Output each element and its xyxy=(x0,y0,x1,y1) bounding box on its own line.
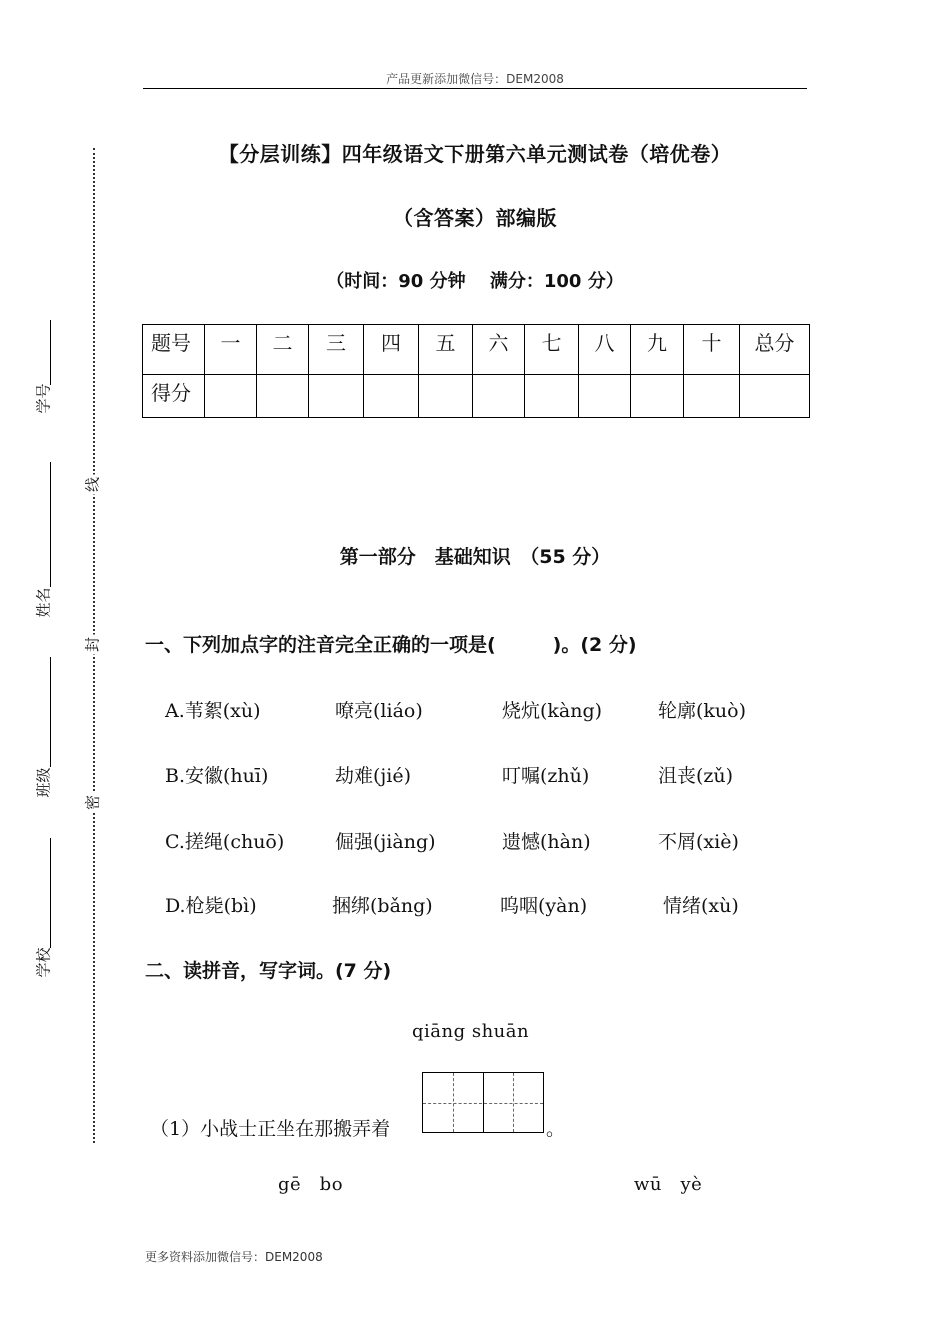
q1-option-b-4: 沮丧(zǔ) xyxy=(658,765,734,787)
score-cell[interactable] xyxy=(309,375,364,418)
q1-option-a-4: 轮廓(kuò) xyxy=(658,700,747,722)
score-table-col: 九 xyxy=(631,325,684,375)
xuexiao-blank-line xyxy=(50,838,51,948)
q1-prompt: 一、下列加点字的注音完全正确的一项是( )。(2 分) xyxy=(145,634,637,656)
feng-label: 封 xyxy=(82,635,103,655)
q1-option-b-2: 劫难(jié) xyxy=(335,765,412,787)
score-table-col: 五 xyxy=(419,325,473,375)
score-cell[interactable] xyxy=(205,375,257,418)
q1-option-d-1: D.枪毙(bì) xyxy=(165,895,257,917)
score-cell[interactable] xyxy=(684,375,740,418)
score-table-col: 总分 xyxy=(740,325,810,375)
footer-note: 更多资料添加微信号：DEM2008 xyxy=(145,1250,323,1264)
q1-option-c-2: 倔强(jiàng) xyxy=(335,831,436,853)
q2-item1-pinyin: qiāng shuān xyxy=(412,1021,530,1042)
q1-option-a-3: 烧炕(kàng) xyxy=(502,700,603,722)
score-table-col: 八 xyxy=(579,325,631,375)
xian-label: 线 xyxy=(82,475,103,495)
q1-option-c-1: C.搓绳(chuō) xyxy=(165,831,285,853)
q1-option-b-1: B.安徽(huī) xyxy=(165,765,269,787)
q2-pinyin-2: wū yè xyxy=(634,1174,703,1195)
q1-option-c-4: 不屑(xiè) xyxy=(658,831,739,853)
score-table-row-label: 得分 xyxy=(143,375,205,418)
score-table xyxy=(142,324,810,418)
q1-option-c-3: 遗憾(hàn) xyxy=(502,831,591,853)
score-table-col: 二 xyxy=(257,325,309,375)
score-cell[interactable] xyxy=(579,375,631,418)
score-table-col: 七 xyxy=(525,325,579,375)
score-table-col: 三 xyxy=(309,325,364,375)
score-table-col: 四 xyxy=(364,325,419,375)
banji-label: 班级 xyxy=(34,767,53,798)
score-table-header-label: 题号 xyxy=(143,325,205,375)
q1-option-d-4: 情绪(xù) xyxy=(663,895,739,917)
q1-option-d-2: 捆绑(bǎng) xyxy=(332,895,433,917)
q2-item1-end: 。 xyxy=(546,1118,566,1140)
page-title-line1: 【分层训练】四年级语文下册第六单元测试卷（培优卷） xyxy=(218,142,732,166)
q2-pinyin-1: gē bo xyxy=(278,1174,344,1195)
q1-option-a-1: A.苇絮(xù) xyxy=(165,700,261,722)
time-info: （时间：90 分钟 满分：100 分） xyxy=(326,271,624,292)
xingming-label: 姓名 xyxy=(34,587,53,618)
q1-option-d-3: 呜咽(yàn) xyxy=(500,895,588,917)
banji-blank-line xyxy=(50,657,51,767)
score-table-col: 一 xyxy=(205,325,257,375)
q2-item1-writing-grid[interactable] xyxy=(422,1072,544,1133)
mi-label: 密 xyxy=(82,793,103,813)
xuehao-label: 学号 xyxy=(34,383,53,414)
score-cell[interactable] xyxy=(419,375,473,418)
q1-option-a-2: 嘹亮(liáo) xyxy=(335,700,423,722)
q2-item1-text: （1）小战士正坐在那搬弄着 xyxy=(150,1118,391,1140)
xuehao-blank-line xyxy=(50,320,51,385)
header-note: 产品更新添加微信号：DEM2008 xyxy=(386,72,564,86)
score-cell[interactable] xyxy=(364,375,419,418)
score-cell[interactable] xyxy=(473,375,525,418)
score-table-col: 六 xyxy=(473,325,525,375)
xuexiao-label: 学校 xyxy=(34,947,53,978)
part1-title: 第一部分 基础知识 （55 分） xyxy=(339,546,611,568)
score-cell[interactable] xyxy=(631,375,684,418)
score-cell[interactable] xyxy=(740,375,810,418)
score-table-col: 十 xyxy=(684,325,740,375)
q1-option-b-3: 叮嘱(zhǔ) xyxy=(502,765,590,787)
page-title-line2: （含答案）部编版 xyxy=(393,206,557,230)
score-cell[interactable] xyxy=(257,375,309,418)
score-cell[interactable] xyxy=(525,375,579,418)
q2-prompt: 二、读拼音，写字词。(7 分) xyxy=(145,960,392,982)
header-rule xyxy=(143,88,807,89)
